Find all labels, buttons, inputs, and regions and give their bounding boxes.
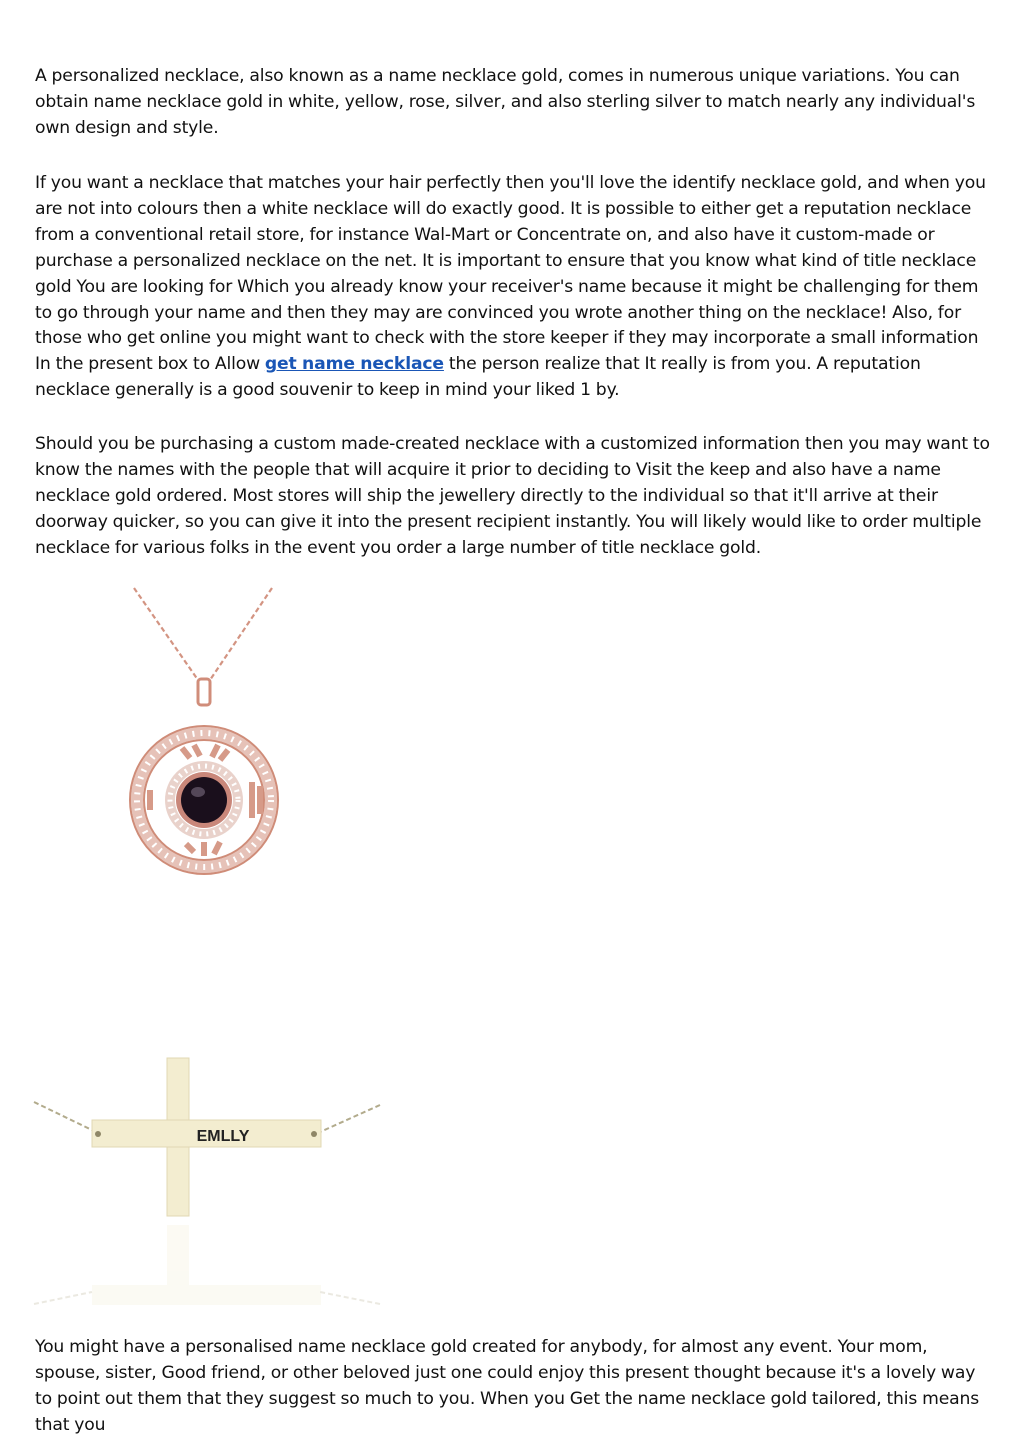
paragraph-2-text-b: the person realize that It really is from you. A reputation necklace generally is a good souvenir to keep in mind your liked 1 by.: [35, 354, 921, 401]
paragraph-4: You might have a personalised name necklace gold created for anybody, for almost any event. Your mom, spouse, sister, Good friend, or other beloved just one could enjoy this present thought because it's a lovely way to point out them that they suggest so much to you. When you Get the name necklace gold tailored, this means that you: [35, 1337, 980, 1435]
engraving-text: EMLLY: [196, 1128, 250, 1145]
get-name-necklace-link[interactable]: get name necklace: [264, 354, 444, 375]
paragraph-1: A personalized necklace, also known as a name necklace gold, comes in numerous unique variations. You can obtain name necklace gold in white, yellow, rose, silver, and also sterling silver to match nearly any individual's own design and style.: [35, 66, 976, 138]
cross-reflection-icon: [34, 1225, 380, 1305]
paragraph-2: [35, 171, 995, 404]
pendant-necklace-image: [120, 582, 290, 882]
paragraph-2-text-a: If you want a necklace that matches your hair perfectly then you'll love the identify necklace gold, and when you are not into colours then a white necklace will do exactly good. It is possible to either get a reputation necklace from a conventional retail store, for instance Wal-Mart or Concentrate on, and also have it custom-made or purchase a personalized necklace on the net. It is important to ensure that you know what kind of title necklace gold You are looking for Which you already know your receiver's name because it might be challenging for them to go through your name and then they may are convinced you wrote another thing on the necklace! Also, for those who get online you might want to check with the store keeper if they may incorporate a small information In the present box to Allow: [35, 173, 986, 375]
cross-necklace-image: [30, 1050, 385, 1310]
cross-pendant-icon: [92, 1058, 321, 1216]
pendant-icon: [130, 726, 278, 874]
necklace-chain-icon: [134, 588, 272, 680]
paragraph-3: Should you be purchasing a custom made-created necklace with a customized information then you may want to know the names with the people that will acquire it prior to deciding to Visit the keep and also have a name necklace gold ordered. Most stores will ship the jewellery directly to the individual so that it'll arrive at their doorway quicker, so you can give it into the present recipient instantly. You will likely would like to order multiple necklace for various folks in the event you order a large number of title necklace gold.: [35, 434, 990, 558]
